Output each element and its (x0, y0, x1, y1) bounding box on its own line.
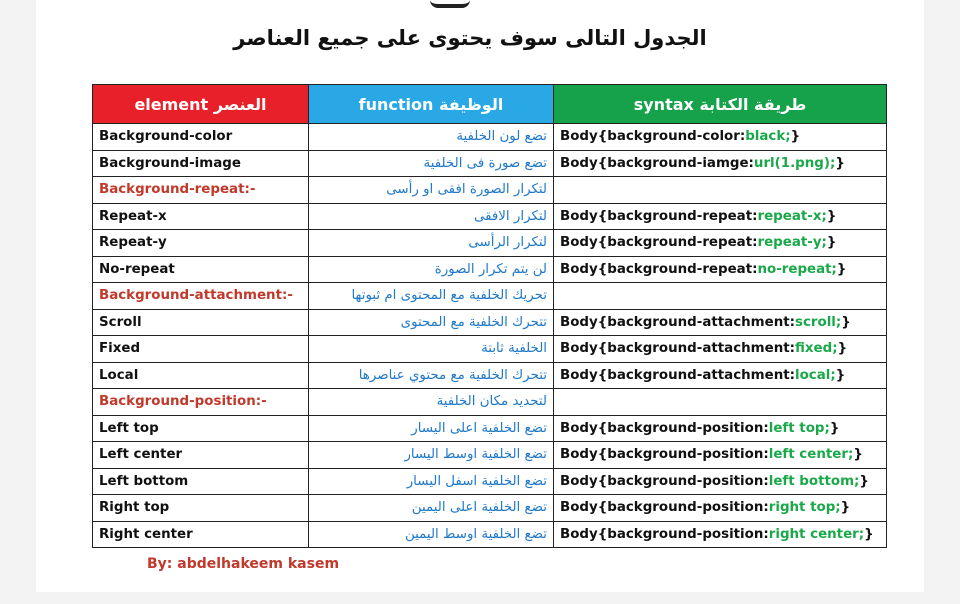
syntax-value: left center; (768, 447, 854, 463)
syntax-suffix: } (841, 314, 851, 330)
table-row (93, 362, 887, 389)
syntax-value: fixed; (794, 341, 838, 357)
function-cell: تتحرك الخلفية مع محتوي عناصرها (309, 362, 554, 389)
function-cell: تضع الخلفية اوسط اليسار (309, 442, 554, 469)
syntax-prefix: Body{background-attachment: (560, 314, 795, 330)
syntax-cell (554, 362, 887, 389)
syntax-prefix: Body{background-attachment: (560, 367, 795, 383)
element-cell: Left center (93, 442, 309, 469)
author-credit: By: abdelhakeem kasem (147, 556, 340, 572)
table-row (93, 256, 887, 283)
syntax-suffix: } (790, 129, 801, 145)
syntax-value: url(1.png); (753, 155, 836, 171)
table-header-row (93, 85, 887, 124)
table-row (93, 309, 887, 336)
syntax-suffix: } (835, 367, 846, 383)
syntax-prefix: Body{background-repeat: (560, 261, 758, 277)
element-cell: Background-color (93, 124, 309, 151)
header-element: element العنصر (93, 85, 309, 124)
function-cell: تضع صورة فى الخلفية (309, 150, 554, 177)
page-title: الجدول التالى سوف يحتوى على جميع العناصر (233, 26, 707, 50)
table-row (93, 336, 887, 363)
syntax-value: right top; (768, 500, 841, 516)
element-cell: Right center (93, 521, 309, 548)
table-row (93, 203, 887, 230)
element-cell: No-repeat (93, 256, 309, 283)
syntax-cell (554, 230, 887, 257)
syntax-suffix: } (840, 500, 851, 516)
table-row (93, 521, 887, 548)
syntax-prefix: Body{background-position: (560, 473, 769, 489)
syntax-prefix: Body{background-repeat: (560, 235, 758, 251)
syntax-cell (554, 495, 887, 522)
table-row (93, 442, 887, 469)
table-row (93, 283, 887, 310)
table-row (93, 495, 887, 522)
syntax-cell (554, 415, 887, 442)
function-cell: لن يتم تكرار الصورة (309, 256, 554, 283)
table-row (93, 468, 887, 495)
table-row (93, 415, 887, 442)
syntax-cell (554, 124, 887, 151)
syntax-suffix: } (829, 420, 840, 436)
syntax-cell (554, 521, 887, 548)
syntax-value: repeat-x; (757, 208, 827, 224)
function-cell: لتكرار الافقى (309, 203, 554, 230)
syntax-cell (554, 336, 887, 363)
syntax-cell (554, 203, 887, 230)
syntax-prefix: Body{background-repeat: (560, 208, 758, 224)
syntax-cell (554, 283, 887, 310)
syntax-value: right center; (768, 526, 865, 542)
function-cell: لتكرار الصورة افقى او رأسى (309, 177, 554, 204)
element-cell: Repeat-x (93, 203, 309, 230)
syntax-prefix: Body{background-position: (560, 500, 769, 516)
table-row (93, 230, 887, 257)
header-syntax: syntax طريقة الكتابة (554, 85, 887, 124)
element-cell: Local (93, 362, 309, 389)
function-cell: تضع لون الخلفية (309, 124, 554, 151)
element-cell: Fixed (93, 336, 309, 363)
syntax-suffix: } (826, 235, 837, 251)
table-row (93, 150, 887, 177)
function-cell: لتحديد مكان الخلفية (309, 389, 554, 416)
syntax-suffix: } (836, 261, 847, 277)
syntax-suffix: } (835, 155, 845, 171)
syntax-cell (554, 150, 887, 177)
syntax-cell (554, 177, 887, 204)
table-row (93, 124, 887, 151)
function-cell: لتكرار الرأسى (309, 230, 554, 257)
syntax-prefix: Body{background-position: (560, 447, 769, 463)
header-function: function الوظيفة (309, 85, 554, 124)
syntax-value: black; (745, 129, 791, 145)
syntax-value: scroll; (794, 314, 842, 330)
syntax-cell (554, 442, 887, 469)
syntax-prefix: Body{background-color: (560, 129, 746, 145)
syntax-cell (554, 256, 887, 283)
syntax-suffix: } (859, 473, 869, 489)
function-cell: تضع الخلفية اوسط اليمين (309, 521, 554, 548)
function-cell: تتحرك الخلفية مع المحتوى (309, 309, 554, 336)
syntax-suffix: } (826, 208, 837, 224)
element-cell: Left bottom (93, 468, 309, 495)
element-cell: Left top (93, 415, 309, 442)
syntax-cell (554, 389, 887, 416)
syntax-prefix: Body{background-attachment: (560, 341, 795, 357)
syntax-suffix: } (837, 341, 848, 357)
syntax-value: left top; (768, 420, 830, 436)
syntax-value: no-repeat; (757, 261, 837, 277)
function-cell: الخلفية ثابتة (309, 336, 554, 363)
syntax-suffix: } (864, 526, 874, 542)
table-row (93, 177, 887, 204)
syntax-prefix: Body{background-position: (560, 420, 769, 436)
syntax-cell (554, 309, 887, 336)
element-cell: Background-image (93, 150, 309, 177)
css-background-table (92, 84, 887, 548)
syntax-prefix: Body{background-position: (560, 526, 769, 542)
element-cell: Background-attachment:- (93, 283, 309, 310)
syntax-cell (554, 468, 887, 495)
syntax-value: local; (794, 367, 836, 383)
element-cell: Repeat-y (93, 230, 309, 257)
function-cell: تحريك الخلفية مع المحتوى ام ثبوتها (309, 283, 554, 310)
function-cell: تضع الخلفية اعلى اليسار (309, 415, 554, 442)
element-cell: Background-repeat:- (93, 177, 309, 204)
table-row (93, 389, 887, 416)
syntax-value: repeat-y; (757, 235, 827, 251)
cropped-heading-fragment (430, 0, 470, 8)
element-cell: Scroll (93, 309, 309, 336)
element-cell: Background-position:- (93, 389, 309, 416)
element-cell: Right top (93, 495, 309, 522)
function-cell: تضع الخلفية اعلى اليمين (309, 495, 554, 522)
syntax-prefix: Body{background-iamge: (560, 155, 754, 171)
syntax-suffix: } (853, 447, 863, 463)
function-cell: تضع الخلفية اسفل اليسار (309, 468, 554, 495)
syntax-value: left bottom; (768, 473, 860, 489)
